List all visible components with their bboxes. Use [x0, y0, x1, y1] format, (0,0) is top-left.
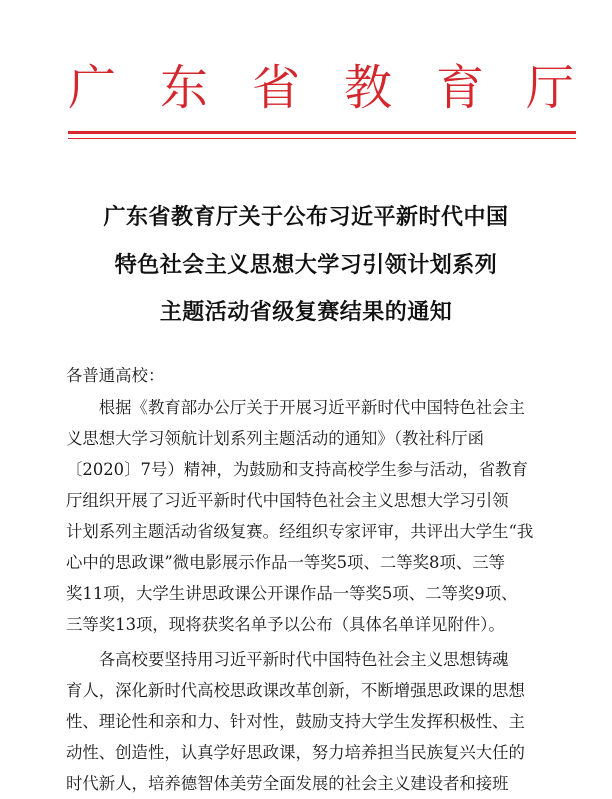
document-title-line-3: 主题活动省级复赛结果的通知 — [159, 299, 453, 325]
body-line: 育人，深化新时代高校思政课改革创新，不断增强思政课的思想 — [66, 681, 525, 700]
letterhead-rule-thin — [68, 138, 576, 139]
body-line: 义思想大学习领航计划系列主题活动的通知》（教社科厅函 — [66, 429, 484, 448]
document-title-line-1: 广东省教育厅关于公布习近平新时代中国 — [103, 204, 509, 230]
letterhead — [0, 58, 612, 128]
body-line: 根据《教育部办公厅关于开展习近平新时代中国特色社会主 — [66, 398, 525, 417]
letterhead-char: 教 — [344, 60, 393, 116]
document-title-line-2: 特色社会主义思想大学习引领计划系列 — [114, 252, 498, 278]
body-line: 三等奖13项，现将获奖名单予以公布（具体名单详见附件）。 — [66, 615, 505, 634]
body-line: 心中的思政课”微电影展示作品一等奖5项、二等奖8项、三等 — [66, 553, 505, 572]
letterhead-char: 育 — [436, 60, 485, 116]
salutation: 各普通高校： — [66, 366, 165, 385]
letterhead-char: 省 — [252, 60, 301, 116]
letterhead-char: 东 — [160, 60, 209, 116]
body-line: 性、理论性和亲和力、针对性，鼓励支持大学生发挥积极性、主 — [66, 712, 525, 731]
body-line: 〔2020〕7号）精神，为鼓励和支持高校学生参与活动，省教育 — [66, 460, 528, 479]
letterhead-char: 厅 — [526, 60, 575, 116]
body-line: 计划系列主题活动省级复赛。经组织专家评审，共评出大学生“我 — [66, 522, 534, 541]
letterhead-rule-thick — [68, 131, 576, 134]
body-line: 各高校要坚持用习近平新时代中国特色社会主义思想铸魂 — [66, 650, 509, 669]
body-line: 厅组织开展了习近平新时代中国特色社会主义思想大学习引领 — [66, 491, 509, 510]
body-line: 奖11项，大学生讲思政课公开课作品一等奖5项、二等奖9项、 — [66, 584, 518, 603]
body-line: 时代新人，培养德智体美劳全面发展的社会主义建设者和接班 — [66, 774, 509, 793]
body-line: 动性、创造性，认真学好思政课，努力培养担当民族复兴大任的 — [66, 743, 525, 762]
letterhead-char: 广 — [68, 60, 117, 116]
